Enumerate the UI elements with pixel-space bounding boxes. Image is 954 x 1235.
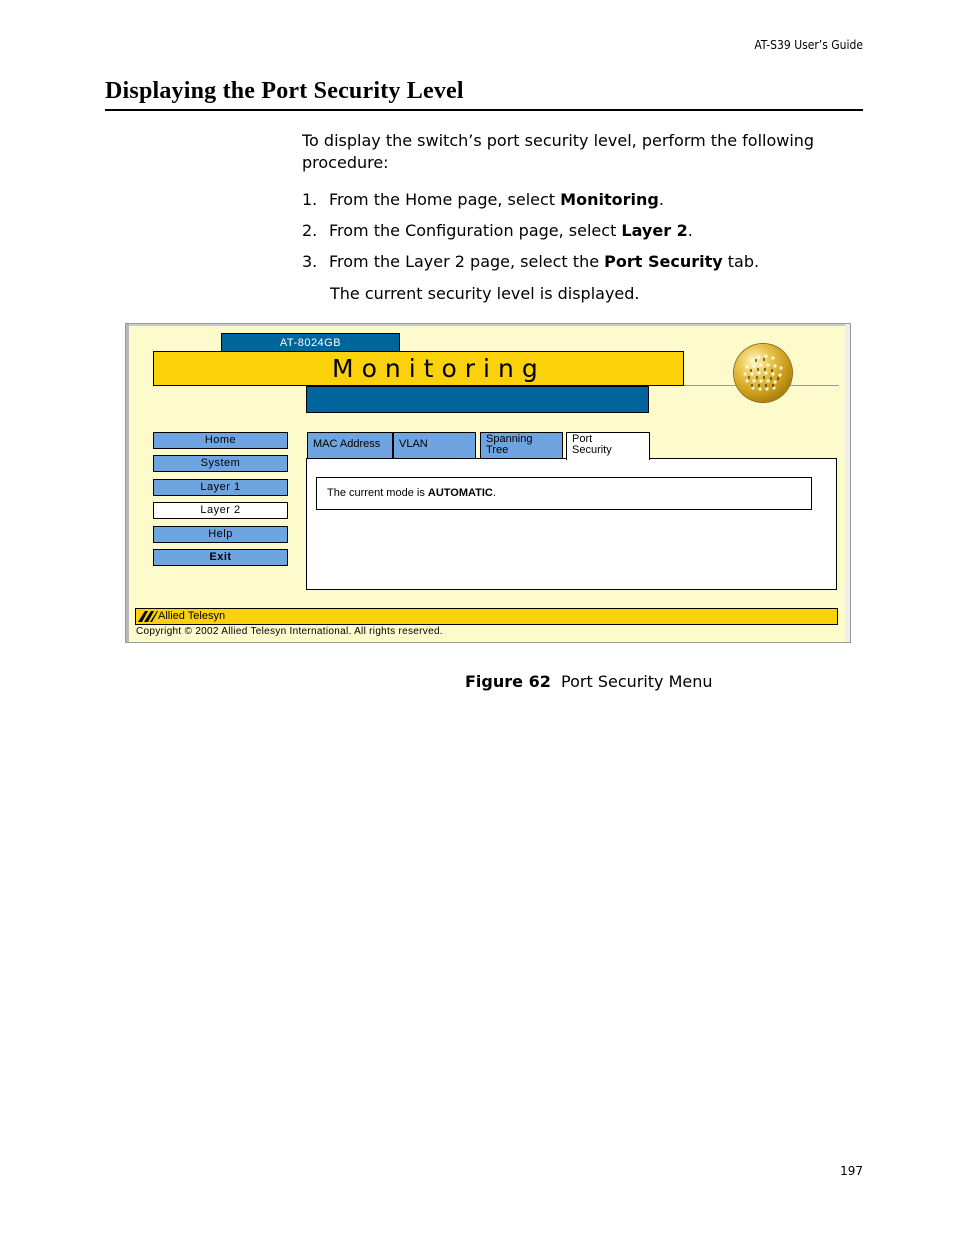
allied-telesyn-logo-icon (138, 611, 158, 622)
nav-help-button[interactable]: Help (153, 526, 288, 543)
nav-layer1-button[interactable]: Layer 1 (153, 479, 288, 496)
nav-exit-button[interactable]: Exit (153, 549, 288, 566)
step-text: From the Layer 2 page, select the (329, 252, 605, 271)
tab-content-panel (306, 458, 837, 590)
tab-label-line2: Tree (486, 444, 509, 456)
window-top-edge (128, 324, 850, 326)
scrollbar[interactable] (845, 324, 850, 642)
brand-name: Allied Telesyn (158, 610, 226, 622)
step-1 (302, 189, 664, 211)
mode-label: The current mode is (327, 487, 428, 499)
step-2 (302, 220, 693, 242)
copyright-notice: Copyright © 2002 Allied Telesyn International. All rights reserved. (136, 626, 443, 637)
step-text: From the Configuration page, select (329, 221, 622, 240)
tab-label: VLAN (399, 438, 428, 450)
caption-text: Port Security Menu (561, 672, 713, 691)
tab-mac-address[interactable] (307, 432, 393, 459)
title-rule (105, 109, 863, 111)
window-left-edge (126, 324, 129, 642)
model-label: AT-8024GB (221, 333, 400, 352)
sub-banner-bar (306, 386, 649, 413)
nav-system-button[interactable]: System (153, 455, 288, 472)
page-number: 197 (840, 1164, 863, 1178)
section-title: Displaying the Port Security Level (105, 78, 464, 104)
step-number: 1. (302, 190, 318, 209)
security-mode-box (316, 477, 812, 510)
tab-label-line1: Spanning (486, 433, 533, 445)
mode-period: . (492, 487, 496, 499)
figure-caption (465, 671, 713, 693)
nav-home-button[interactable]: Home (153, 432, 288, 449)
monitoring-banner (153, 351, 684, 386)
running-header: AT-S39 User’s Guide (754, 38, 863, 52)
step-text-end: . (658, 190, 664, 209)
step-3 (302, 251, 759, 273)
tab-label: MAC Address (313, 438, 381, 450)
step-text-end: . (687, 221, 693, 240)
result-text: The current security level is displayed. (330, 284, 640, 303)
nav-layer2-button[interactable]: Layer 2 (153, 502, 288, 519)
step-text-end: tab. (722, 252, 760, 271)
mode-value: AUTOMATIC (427, 487, 493, 499)
caption-label: Figure 62 (465, 672, 551, 691)
tab-spanning-tree[interactable] (480, 432, 563, 459)
step-number: 3. (302, 252, 318, 271)
tab-label-line1: Port (572, 433, 593, 445)
port-security-screenshot (125, 323, 851, 643)
step-number: 2. (302, 221, 318, 240)
globe-icon (734, 344, 792, 402)
footer-bar (135, 608, 838, 625)
tab-label-line2: Security (572, 444, 612, 456)
tab-port-security[interactable] (566, 432, 650, 460)
step-bold: Layer 2 (621, 221, 688, 240)
tab-vlan[interactable] (393, 432, 476, 459)
banner-title: Monitoring (332, 354, 546, 383)
step-bold: Monitoring (560, 190, 659, 209)
step-text: From the Home page, select (329, 190, 561, 209)
step-bold: Port Security (604, 252, 723, 271)
intro-paragraph: To display the switch’s port security level, perform the following procedure: (302, 131, 815, 172)
